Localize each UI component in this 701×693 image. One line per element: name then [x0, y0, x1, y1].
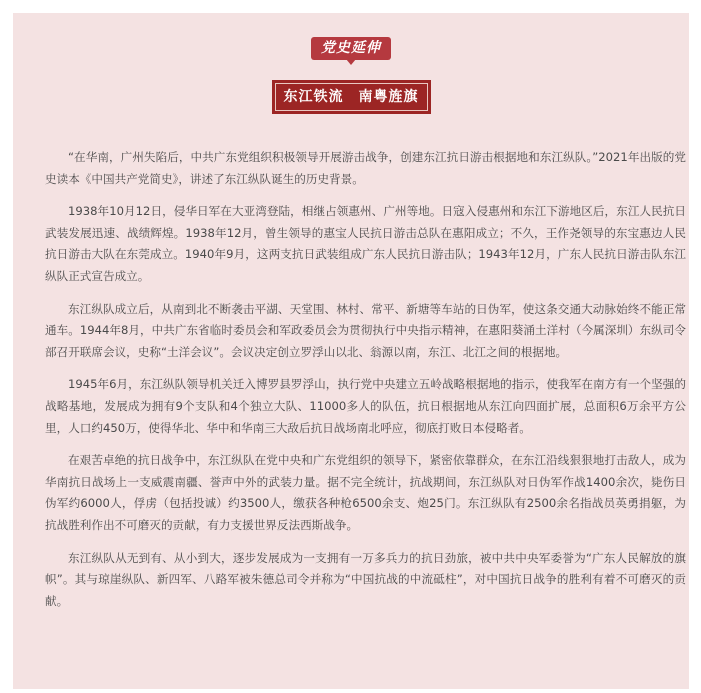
paragraph: “在华南，广州失陷后，中共广东党组织积极领导开展游击战争，创建东江抗日游击根据地和东江纵队。”2021年出版的党史读本《中国共产党简史》，讲述了东江纵队诞生的历史背景。 — [45, 150, 686, 186]
article-panel — [13, 13, 689, 689]
article-body — [45, 147, 686, 623]
paragraph: 在艰苦卓绝的抗日战争中，东江纵队在党中央和广东党组织的领导下，紧密依靠群众，在东江沿线狠狠地打击敌人，成为华南抗日战场上一支威震南疆、誉声中外的武装力量。据不完全统计，抗战期间，东江纵队对日伪军作战1400余次，毙伤日伪军约6000人，俘虏（包括投诚）约3500人，缴获各种枪6500余支、炮25门。东江纵队有2500余名指战员英勇捐躯，为抗战胜利作出不可磨灭的贡献，有力支援世界反法西斯战争。 — [45, 453, 686, 532]
title-banner — [272, 80, 431, 114]
title-row — [13, 80, 689, 114]
section-label-row — [13, 37, 689, 60]
paragraph: 东江纵队从无到有、从小到大，逐步发展成为一支拥有一万多兵力的抗日劲旅，被中共中央军委誉为“广东人民解放的旗帜”。其与琼崖纵队、新四军、八路军被朱德总司令并称为“中国抗战的中流砥柱”，对中国抗日战争的胜利有着不可磨灭的贡献。 — [45, 550, 686, 608]
paragraph: 1945年6月，东江纵队领导机关迁入博罗县罗浮山，执行党中央建立五岭战略根据地的指示，使我军在南方有一个坚强的战略基地，发展成为拥有9个支队和4个独立大队、11000多人的队伍，抗日根据地从东江向四面扩展，总面积6万余平方公里，人口约450万，使得华北、华中和华南三大敌后抗日战场南北呼应，彻底打败日本侵略者。 — [45, 377, 686, 435]
paragraph: 1938年10月12日，侵华日军在大亚湾登陆，相继占领惠州、广州等地。日寇入侵惠州和东江下游地区后，东江人民抗日武装发展迅速、战绩辉煌。1938年12月，曾生领导的惠宝人民抗日游击总队在惠阳成立；不久，王作尧领导的东宝惠边人民抗日游击大队在东莞成立。1940年9月，这两支抗日武装组成广东人民抗日游击队；1943年12月，广东人民抗日游击队东江纵队正式宣告成立。 — [45, 204, 686, 283]
paragraph: 东江纵队成立后，从南到北不断袭击平湖、天堂围、林村、常平、新塘等车站的日伪军，使这条交通大动脉始终不能正常通车。1944年8月，中共广东省临时委员会和军政委员会为贯彻执行中央指示精神，在惠阳葵涌土洋村（今属深圳）东纵司令部召开联席会议，史称“土洋会议”。会议决定创立罗浮山以北、翁源以南，东江、北江之间的根据地。 — [45, 301, 686, 359]
section-label-badge: 党史延伸 — [311, 37, 391, 60]
article-title: 东江铁流 南粤旌旗 — [275, 83, 428, 111]
